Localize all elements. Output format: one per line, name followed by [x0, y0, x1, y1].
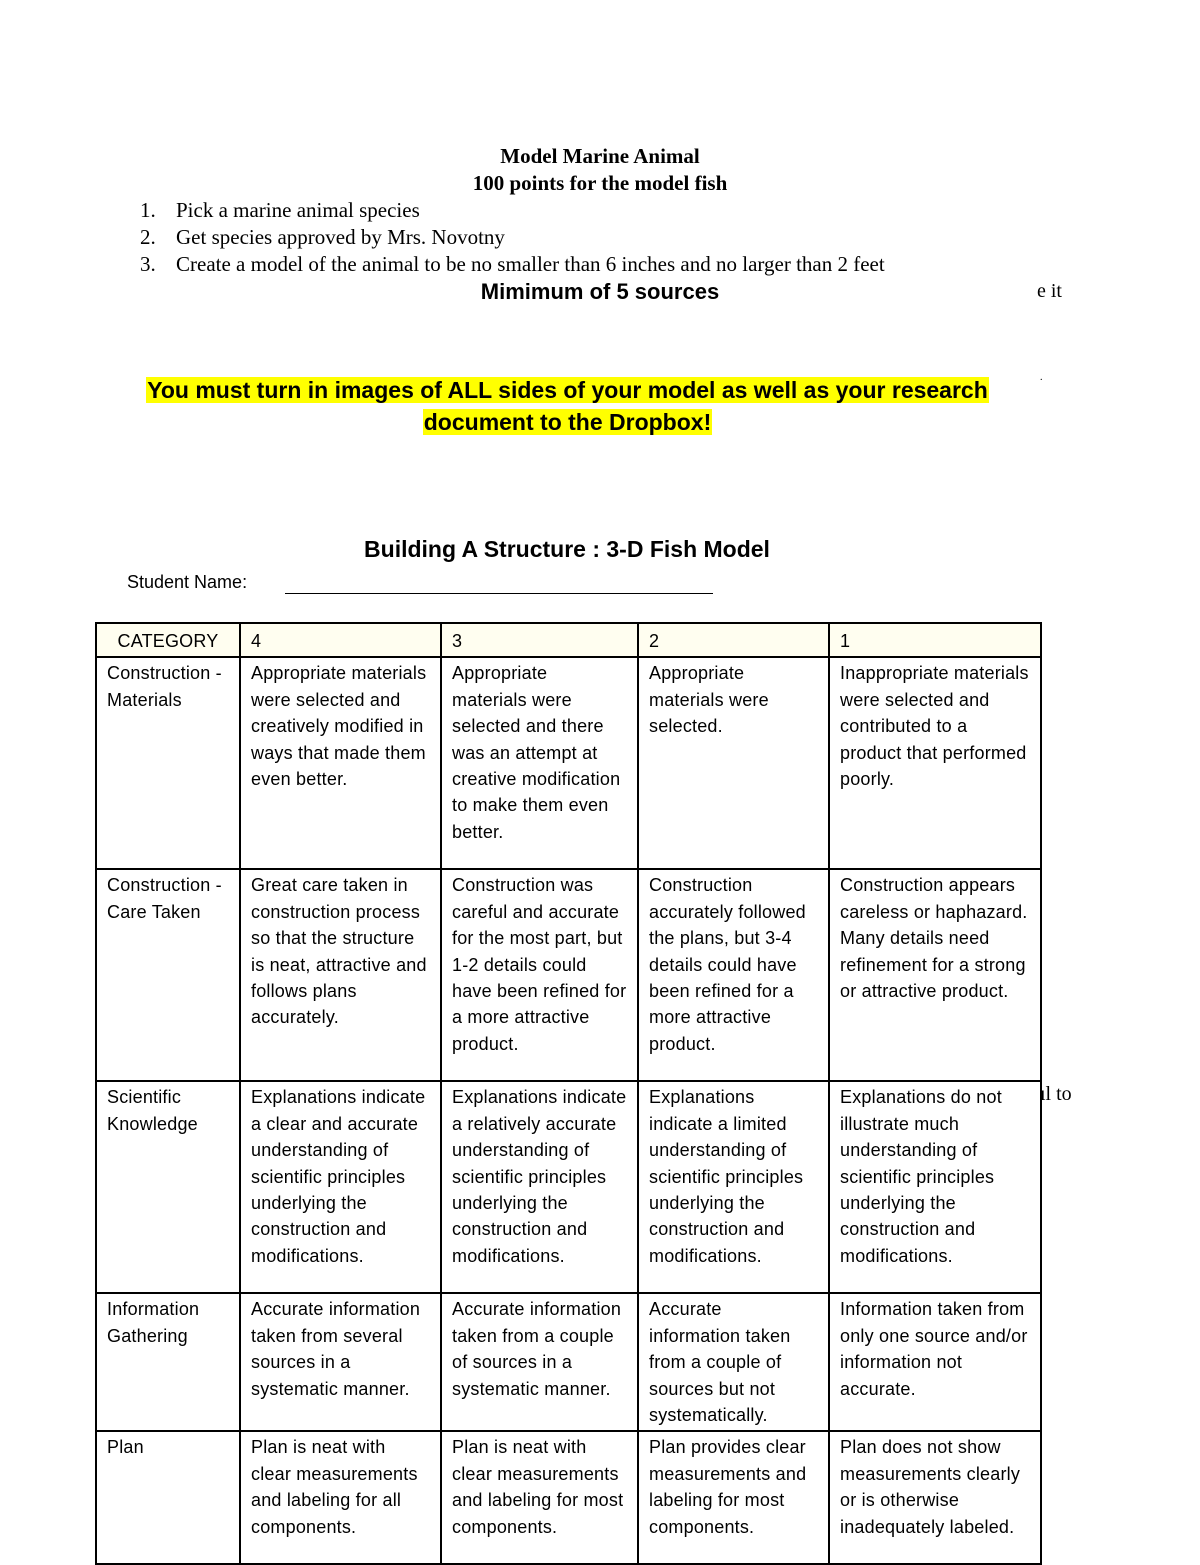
step-number: 3.: [140, 252, 156, 276]
table-row: [96, 1081, 1041, 1293]
row-category: Scientific Knowledge: [96, 1081, 240, 1293]
row-category: Construction -Materials: [96, 657, 240, 869]
student-name-label: Student Name:: [127, 572, 248, 592]
header-score-4: 4: [240, 623, 441, 657]
doc-title: Model Marine Animal: [500, 144, 700, 168]
clipped-text-fragment: .: [1040, 372, 1043, 383]
header-category: CATEGORY: [96, 623, 240, 657]
row-category: Information Gathering: [96, 1293, 240, 1431]
step-item: [140, 251, 885, 278]
rubric-table: [95, 622, 1042, 1565]
step-item: [140, 224, 885, 251]
rubric-cell: Accurate information taken from several sources in a systematic manner.: [240, 1293, 441, 1431]
rubric-cell: Inappropriate materials were selected and contributed to a product that performed poorly.: [829, 657, 1041, 869]
step-text: Get species approved by Mrs. Novotny: [176, 225, 505, 249]
row-category: Plan: [96, 1431, 240, 1564]
rubric-cell: Explanations indicate a relatively accurate understanding of scientific principles underlying the construction and modifications.: [441, 1081, 638, 1293]
rubric-cell: Construction was careful and accurate for the most part, but 1-2 details could have been refined for a more attractive product.: [441, 869, 638, 1081]
table-row: [96, 657, 1041, 869]
step-number: 1.: [140, 198, 156, 222]
points-subtitle: 100 points for the model fish: [472, 171, 728, 195]
rubric-cell: Construction accurately followed the plans, but 3-4 details could have been refined for a more attractive product.: [638, 869, 829, 1081]
rubric-cell: Appropriate materials were selected.: [638, 657, 829, 869]
rubric-cell: Plan is neat with clear measurements and labeling for most components.: [441, 1431, 638, 1564]
clipped-text-fragment: e it: [1037, 280, 1062, 302]
student-name-line: [285, 593, 713, 594]
header-score-2: 2: [638, 623, 829, 657]
rubric-cell: Plan provides clear measurements and labeling for most components.: [638, 1431, 829, 1564]
header-score-1: 1: [829, 623, 1041, 657]
rubric-cell: Explanations do not illustrate much understanding of scientific principles underlying the construction and modifications.: [829, 1081, 1041, 1293]
sources-requirement: Mimimum of 5 sources: [480, 279, 720, 304]
rubric-cell: Great care taken in construction process so that the structure is neat, attractive and follows plans accurately.: [240, 869, 441, 1081]
notice-line-1: You must turn in images of ALL sides of your model as well as your research: [147, 377, 988, 403]
rubric-cell: Accurate information taken from a couple of sources but not systematically.: [638, 1293, 829, 1431]
rubric-cell: Appropriate materials were selected and creatively modified in ways that made them even better.: [240, 657, 441, 869]
step-number: 2.: [140, 225, 156, 249]
rubric-cell: Accurate information taken from a couple of sources in a systematic manner.: [441, 1293, 638, 1431]
notice-line-2: document to the Dropbox!: [423, 409, 712, 435]
rubric-cell: Construction appears careless or haphazard. Many details need refinement for a strong or attractive product.: [829, 869, 1041, 1081]
table-row: [96, 1293, 1041, 1431]
step-item: [140, 197, 885, 224]
step-text: Pick a marine animal species: [176, 198, 420, 222]
rubric-cell: Plan is neat with clear measurements and labeling for all components.: [240, 1431, 441, 1564]
instruction-steps: [140, 197, 885, 278]
rubric-cell: Plan does not show measurements clearly or is otherwise inadequately labeled.: [829, 1431, 1041, 1564]
rubric-title: Building A Structure : 3-D Fish Model: [364, 536, 770, 562]
rubric-cell: Explanations indicate a limited understanding of scientific principles underlying the construction and modifications.: [638, 1081, 829, 1293]
rubric-cell: Appropriate materials were selected and there was an attempt at creative modification to make them even better.: [441, 657, 638, 869]
rubric-header-row: [96, 623, 1041, 657]
rubric-cell: Explanations indicate a clear and accurate understanding of scientific principles underlying the construction and modifications.: [240, 1081, 441, 1293]
row-category: Construction - Care Taken: [96, 869, 240, 1081]
clipped-text-fragment: ıl to: [1040, 1083, 1072, 1105]
dropbox-notice: [140, 374, 995, 438]
table-row: [96, 869, 1041, 1081]
rubric-cell: Information taken from only one source and/or information not accurate.: [829, 1293, 1041, 1431]
header-score-3: 3: [441, 623, 638, 657]
step-text: Create a model of the animal to be no smaller than 6 inches and no larger than 2 feet: [176, 252, 885, 276]
table-row: [96, 1431, 1041, 1564]
